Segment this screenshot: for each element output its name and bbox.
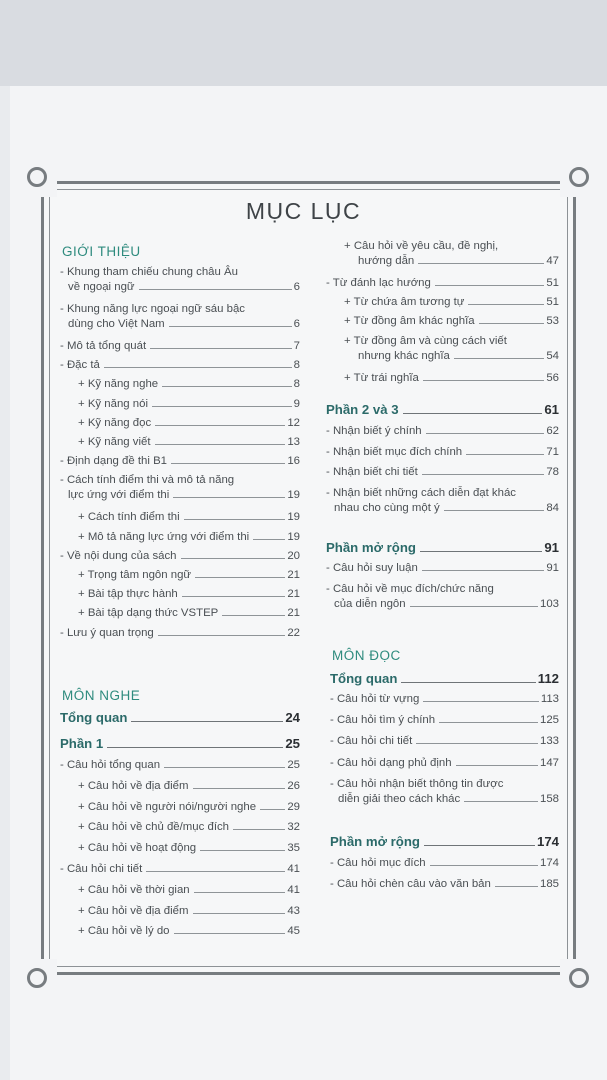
toc-entry-label: nhau cho cùng một ý bbox=[334, 502, 440, 515]
frame-corner-ornament bbox=[37, 959, 57, 979]
page-number: 91 bbox=[546, 562, 559, 574]
toc-entry[interactable] bbox=[60, 303, 300, 330]
toc-entry-line bbox=[78, 417, 300, 429]
page-number: 103 bbox=[539, 597, 559, 610]
page-number: 51 bbox=[546, 296, 559, 309]
toc-entry-label: hướng dẫn bbox=[358, 255, 415, 267]
toc-entry-label: - Câu hỏi chèn câu vào văn bản bbox=[330, 878, 491, 891]
page-title: MỤC LỤC bbox=[245, 198, 362, 224]
dot-leader bbox=[162, 386, 292, 387]
toc-entry-line bbox=[78, 588, 300, 600]
heading-tong-quan[interactable] bbox=[60, 710, 300, 725]
dot-leader bbox=[182, 596, 286, 597]
page-number: 174 bbox=[536, 834, 559, 849]
page-number: 20 bbox=[287, 549, 300, 562]
dot-leader bbox=[479, 323, 545, 324]
page-number: 35 bbox=[287, 842, 300, 855]
toc-entry-label: + Bài tập thực hành bbox=[78, 588, 178, 601]
dot-leader bbox=[444, 510, 545, 511]
toc-entry[interactable] bbox=[326, 562, 559, 574]
page-number: 41 bbox=[287, 863, 300, 875]
toc-entry-label: - Định dạng đề thi B1 bbox=[60, 455, 168, 468]
heading-phan-mo-rong-doc[interactable] bbox=[330, 834, 559, 849]
dot-leader bbox=[424, 845, 535, 846]
toc-entry[interactable] bbox=[78, 398, 300, 410]
toc-entry-line bbox=[60, 340, 300, 352]
toc-entry-line bbox=[60, 863, 300, 875]
page-number: 84 bbox=[546, 502, 559, 515]
page-number: 125 bbox=[539, 714, 559, 727]
heading-tong-quan-doc[interactable] bbox=[330, 671, 559, 686]
toc-entry-label: + Kỹ năng nói bbox=[78, 397, 148, 410]
page-number: 6 bbox=[293, 281, 300, 293]
toc-entry-label: nhưng khác nghĩa bbox=[358, 349, 450, 362]
toc-entry-line bbox=[78, 842, 300, 854]
section-title-mon-doc: MÔN ĐỌC bbox=[332, 648, 401, 663]
page-number: 19 bbox=[287, 530, 300, 543]
dot-leader bbox=[146, 871, 285, 872]
toc-entry-label: diễn giải theo cách khác bbox=[338, 792, 461, 805]
toc-entry-label: lực ứng với điểm thi bbox=[68, 489, 170, 502]
page-number: 61 bbox=[544, 402, 559, 417]
toc-entry-line bbox=[60, 266, 300, 278]
toc-entry-line bbox=[78, 884, 300, 896]
toc-entry-line bbox=[60, 281, 300, 293]
toc-entry-label: + Từ đồng âm khác nghĩa bbox=[344, 315, 475, 328]
toc-entry-label: + Bài tập dạng thức VSTEP bbox=[78, 607, 219, 620]
toc-entry-label: + Câu hỏi về hoạt động bbox=[78, 842, 197, 855]
toc-entry[interactable] bbox=[344, 240, 559, 267]
toc-entry-line bbox=[330, 878, 559, 890]
dot-leader bbox=[181, 558, 286, 559]
page-number: 6 bbox=[293, 318, 300, 330]
dot-leader bbox=[401, 682, 535, 683]
toc-entry-line bbox=[330, 778, 559, 790]
dot-leader bbox=[435, 285, 544, 286]
page-number: 8 bbox=[293, 359, 300, 372]
page-number: 47 bbox=[546, 255, 559, 267]
toc-entry[interactable] bbox=[344, 335, 559, 362]
toc-entry[interactable] bbox=[78, 842, 300, 854]
toc-entry-line bbox=[330, 714, 559, 726]
page-number: 21 bbox=[287, 607, 300, 620]
dot-leader bbox=[139, 289, 292, 290]
dot-leader bbox=[430, 865, 538, 866]
toc-entry-line bbox=[330, 735, 559, 747]
toc-entry-line bbox=[78, 569, 300, 581]
page-number: 24 bbox=[285, 710, 300, 725]
toc-entry-label: - Khung tham chiếu chung châu Âu bbox=[60, 266, 238, 278]
background-strip bbox=[0, 0, 607, 86]
dot-leader bbox=[193, 913, 286, 914]
dot-leader bbox=[200, 850, 285, 851]
toc-entry-label: + Câu hỏi về địa điểm bbox=[78, 779, 189, 792]
dot-leader bbox=[171, 463, 285, 464]
toc-entry-label: + Câu hỏi về yêu cầu, đề nghị, bbox=[344, 240, 499, 252]
toc-entry-line bbox=[78, 607, 300, 619]
toc-entry-label: + Mô tả năng lực ứng với điểm thi bbox=[78, 530, 250, 543]
toc-entry-label: dùng cho Việt Nam bbox=[68, 318, 165, 330]
page-number: 113 bbox=[540, 693, 559, 705]
toc-entry[interactable] bbox=[78, 417, 300, 429]
toc-entry-line bbox=[326, 277, 559, 289]
toc-entry-line bbox=[78, 511, 300, 523]
page-number: 7 bbox=[293, 340, 300, 352]
toc-entry-line bbox=[60, 489, 300, 501]
toc-entry-label: - Từ đánh lạc hướng bbox=[326, 277, 431, 289]
dot-leader bbox=[155, 425, 285, 426]
heading-phan-mo-rong[interactable] bbox=[326, 540, 559, 555]
dot-leader bbox=[420, 551, 542, 552]
toc-entry[interactable] bbox=[330, 714, 559, 726]
toc-entry-line bbox=[78, 378, 300, 390]
toc-entry-label: + Từ trái nghĩa bbox=[344, 371, 419, 384]
toc-entry-label: - Câu hỏi về mục đích/chức năng bbox=[326, 582, 494, 595]
toc-entry-label: + Câu hỏi về địa điểm bbox=[78, 904, 189, 917]
page-number: 32 bbox=[287, 821, 300, 834]
toc-entry[interactable] bbox=[78, 925, 300, 937]
toc-entry[interactable] bbox=[60, 266, 300, 293]
dot-leader bbox=[169, 326, 292, 327]
toc-entry[interactable] bbox=[78, 884, 300, 896]
dot-leader bbox=[131, 721, 283, 722]
heading-phan-2-va-3[interactable] bbox=[326, 402, 559, 417]
toc-entry-line bbox=[326, 598, 559, 610]
toc-entry[interactable] bbox=[60, 474, 300, 501]
toc-entry-label: về ngoại ngữ bbox=[68, 281, 135, 293]
page-number: 19 bbox=[287, 489, 300, 502]
toc-entry-label: + Kỹ năng đọc bbox=[78, 416, 152, 429]
toc-entry[interactable] bbox=[60, 359, 300, 371]
toc-entry-line bbox=[344, 315, 559, 327]
toc-entry-label: + Từ đồng âm và cùng cách viết bbox=[344, 334, 507, 347]
page-number: 9 bbox=[293, 397, 300, 410]
section-title-gioi-thieu: GIỚI THIỆU bbox=[62, 244, 141, 259]
toc-entry-line bbox=[78, 821, 300, 833]
dot-leader bbox=[173, 497, 285, 498]
page-number: 25 bbox=[285, 736, 300, 751]
page-number: 185 bbox=[539, 878, 559, 891]
toc-entry[interactable] bbox=[78, 436, 300, 448]
toc-entry-label: + Câu hỏi về chủ đề/mục đích bbox=[78, 821, 230, 834]
dot-leader bbox=[416, 743, 538, 744]
toc-entry[interactable] bbox=[326, 277, 559, 289]
dot-leader bbox=[193, 788, 286, 789]
toc-entry-label: - Câu hỏi tổng quan bbox=[60, 759, 161, 771]
toc-entry[interactable] bbox=[78, 511, 300, 523]
heading-label: Phần mở rộng bbox=[326, 540, 416, 555]
toc-entry-label: + Trọng tâm ngôn ngữ bbox=[78, 569, 192, 581]
toc-entry-line bbox=[326, 425, 559, 437]
page-number: 158 bbox=[539, 792, 559, 805]
dot-leader bbox=[253, 539, 285, 540]
toc-entry[interactable] bbox=[330, 778, 559, 805]
page-number: 133 bbox=[539, 735, 559, 748]
toc-entry[interactable] bbox=[330, 857, 559, 869]
page-number: 29 bbox=[287, 800, 300, 813]
toc-entry-line bbox=[344, 350, 559, 362]
toc-entry[interactable] bbox=[78, 821, 300, 833]
heading-label: Phần mở rộng bbox=[330, 834, 420, 849]
dot-leader bbox=[104, 367, 292, 368]
toc-entry[interactable] bbox=[344, 315, 559, 327]
dot-leader bbox=[222, 615, 285, 616]
toc-entry-label: - Nhận biết chi tiết bbox=[326, 466, 418, 479]
toc-entry-line bbox=[326, 502, 559, 514]
toc-entry-label: - Mô tả tổng quát bbox=[60, 340, 147, 352]
toc-entry[interactable] bbox=[330, 735, 559, 747]
page-number: 26 bbox=[287, 779, 300, 792]
dot-leader bbox=[164, 767, 285, 768]
toc-entry-label: - Lưu ý quan trọng bbox=[60, 626, 154, 639]
toc-entry-label: - Câu hỏi nhận biết thông tin được bbox=[330, 777, 504, 790]
toc-entry[interactable] bbox=[326, 583, 559, 610]
heading-label: Tổng quan bbox=[60, 710, 128, 725]
heading-label: Tổng quan bbox=[330, 671, 398, 686]
toc-entry-line bbox=[326, 562, 559, 574]
page-number: 147 bbox=[539, 756, 559, 769]
toc-entry[interactable] bbox=[78, 780, 300, 792]
toc-entry-line bbox=[60, 474, 300, 486]
toc-entry-line bbox=[326, 487, 559, 499]
toc-entry-line bbox=[60, 627, 300, 639]
heading-label: Phần 1 bbox=[60, 736, 104, 751]
toc-entry[interactable] bbox=[60, 863, 300, 875]
toc-entry-label: + Câu hỏi về lý do bbox=[78, 925, 170, 938]
toc-entry-line bbox=[326, 583, 559, 595]
dot-leader bbox=[174, 933, 286, 934]
toc-entry-label: - Nhận biết những cách diễn đạt khác bbox=[326, 487, 516, 500]
page-number: 112 bbox=[537, 671, 559, 686]
toc-entry-line bbox=[60, 359, 300, 371]
toc-entry[interactable] bbox=[78, 588, 300, 600]
toc-entry[interactable] bbox=[326, 487, 559, 514]
toc-entry-label: - Câu hỏi tìm ý chính bbox=[330, 714, 436, 727]
toc-entry-label: - Câu hỏi chi tiết bbox=[330, 735, 413, 748]
toc-entry[interactable] bbox=[330, 757, 559, 769]
page-number: 13 bbox=[287, 436, 300, 448]
toc-entry-line bbox=[78, 925, 300, 937]
toc-entry-label: - Câu hỏi từ vựng bbox=[330, 693, 420, 705]
page-number: 51 bbox=[546, 277, 559, 289]
toc-entry-label: của diễn ngôn bbox=[334, 597, 406, 610]
dot-leader bbox=[464, 801, 538, 802]
toc-entry-label: - Đặc tả bbox=[60, 359, 100, 372]
toc-entry-line bbox=[330, 757, 559, 769]
page-number: 71 bbox=[546, 445, 559, 458]
toc-entry[interactable] bbox=[326, 466, 559, 478]
page-number: 174 bbox=[539, 857, 559, 869]
dot-leader bbox=[466, 454, 544, 455]
toc-entry-label: - Câu hỏi chi tiết bbox=[60, 863, 143, 875]
toc-entry-label: - Câu hỏi mục đích bbox=[330, 857, 426, 869]
toc-entry-label: - Câu hỏi dạng phủ định bbox=[330, 756, 452, 769]
toc-entry[interactable] bbox=[60, 627, 300, 639]
dot-leader bbox=[194, 892, 286, 893]
toc-entry[interactable] bbox=[78, 607, 300, 619]
toc-entry-label: + Từ chứa âm tương tự bbox=[344, 296, 465, 309]
page-number: 43 bbox=[287, 904, 300, 917]
page-number: 22 bbox=[287, 626, 300, 639]
toc-entry-line bbox=[60, 455, 300, 467]
dot-leader bbox=[418, 263, 544, 264]
toc-entry[interactable] bbox=[60, 550, 300, 562]
frame-corner-ornament bbox=[37, 177, 57, 197]
toc-entry[interactable] bbox=[330, 878, 559, 890]
section-title-mon-nghe: MÔN NGHE bbox=[62, 688, 141, 703]
dot-leader bbox=[150, 348, 292, 349]
dot-leader bbox=[423, 701, 538, 702]
toc-entry[interactable] bbox=[78, 801, 300, 813]
toc-entry-line bbox=[326, 466, 559, 478]
page-number: 56 bbox=[546, 371, 559, 384]
page-number: 19 bbox=[287, 511, 300, 524]
heading-label: Phần 2 và 3 bbox=[326, 402, 399, 417]
toc-entry-line bbox=[78, 531, 300, 543]
frame-corner-ornament bbox=[560, 959, 580, 979]
dot-leader bbox=[403, 413, 543, 414]
dot-leader bbox=[422, 474, 545, 475]
toc-entry-line bbox=[60, 303, 300, 315]
toc-entry-line bbox=[330, 857, 559, 869]
dot-leader bbox=[410, 606, 538, 607]
dot-leader bbox=[195, 577, 285, 578]
page-number: 21 bbox=[287, 569, 300, 581]
page-number: 41 bbox=[287, 883, 300, 896]
dot-leader bbox=[152, 406, 292, 407]
dot-leader bbox=[454, 358, 544, 359]
toc-entry-line bbox=[78, 801, 300, 813]
toc-entry-line bbox=[344, 255, 559, 267]
page-number: 12 bbox=[287, 416, 300, 429]
toc-entry-line bbox=[78, 398, 300, 410]
toc-entry-line bbox=[330, 793, 559, 805]
toc-entry-line bbox=[344, 240, 559, 252]
toc-entry-line bbox=[326, 446, 559, 458]
toc-entry[interactable] bbox=[60, 340, 300, 352]
frame-corner-ornament bbox=[560, 177, 580, 197]
page-number: 62 bbox=[546, 425, 559, 437]
toc-entry-line bbox=[60, 759, 300, 771]
toc-entry-label: - Nhận biết mục đích chính bbox=[326, 445, 463, 458]
page-number: 21 bbox=[287, 588, 300, 601]
toc-entry[interactable] bbox=[60, 455, 300, 467]
dot-leader bbox=[423, 380, 544, 381]
toc-entry-label: + Câu hỏi về người nói/người nghe bbox=[78, 800, 257, 813]
page-number: 54 bbox=[546, 349, 559, 362]
page-number: 78 bbox=[546, 466, 559, 479]
toc-entry[interactable] bbox=[78, 378, 300, 390]
page-number: 45 bbox=[287, 925, 300, 938]
toc-entry[interactable] bbox=[344, 296, 559, 308]
toc-entry-label: + Câu hỏi về thời gian bbox=[78, 883, 190, 896]
toc-entry-label: - Về nội dung của sách bbox=[60, 549, 177, 562]
toc-entry[interactable] bbox=[344, 372, 559, 384]
page-number: 25 bbox=[287, 759, 300, 771]
dot-leader bbox=[426, 433, 545, 434]
dot-leader bbox=[456, 765, 538, 766]
toc-entry[interactable] bbox=[78, 531, 300, 543]
dot-leader bbox=[158, 635, 286, 636]
toc-entry-line bbox=[344, 335, 559, 347]
page-number: 16 bbox=[287, 455, 300, 468]
dot-leader bbox=[233, 829, 285, 830]
page-number: 8 bbox=[293, 378, 300, 391]
toc-entry-line bbox=[60, 550, 300, 562]
dot-leader bbox=[155, 444, 286, 445]
toc-entry-line bbox=[78, 905, 300, 917]
toc-entry[interactable] bbox=[78, 569, 300, 581]
toc-entry[interactable] bbox=[60, 759, 300, 771]
toc-entry-line bbox=[78, 780, 300, 792]
toc-entry-label: + Kỹ năng nghe bbox=[78, 378, 159, 391]
toc-entry-line bbox=[344, 296, 559, 308]
toc-entry-label: - Câu hỏi suy luận bbox=[326, 562, 418, 574]
dot-leader bbox=[468, 304, 544, 305]
dot-leader bbox=[439, 722, 538, 723]
toc-entry-label: + Cách tính điểm thi bbox=[78, 511, 180, 524]
heading-phan-1[interactable] bbox=[60, 736, 300, 751]
toc-entry-label: + Kỹ năng viết bbox=[78, 436, 151, 448]
toc-entry[interactable] bbox=[330, 693, 559, 705]
toc-entry-label: - Cách tính điểm thi và mô tả năng bbox=[60, 474, 235, 487]
dot-leader bbox=[260, 809, 285, 810]
toc-entry[interactable] bbox=[326, 446, 559, 458]
toc-entry-label: - Khung năng lực ngoại ngữ sáu bậc bbox=[60, 303, 245, 315]
dot-leader bbox=[184, 519, 286, 520]
toc-entry-label: - Nhận biết ý chính bbox=[326, 425, 422, 437]
dot-leader bbox=[107, 747, 283, 748]
toc-entry-line bbox=[330, 693, 559, 705]
dot-leader bbox=[422, 570, 545, 571]
page-number: 91 bbox=[544, 540, 559, 555]
toc-entry[interactable] bbox=[78, 905, 300, 917]
toc-entry-line bbox=[344, 372, 559, 384]
toc-entry-line bbox=[78, 436, 300, 448]
page-number: 53 bbox=[546, 315, 559, 328]
toc-entry-line bbox=[60, 318, 300, 330]
dot-leader bbox=[495, 886, 538, 887]
toc-entry[interactable] bbox=[326, 425, 559, 437]
